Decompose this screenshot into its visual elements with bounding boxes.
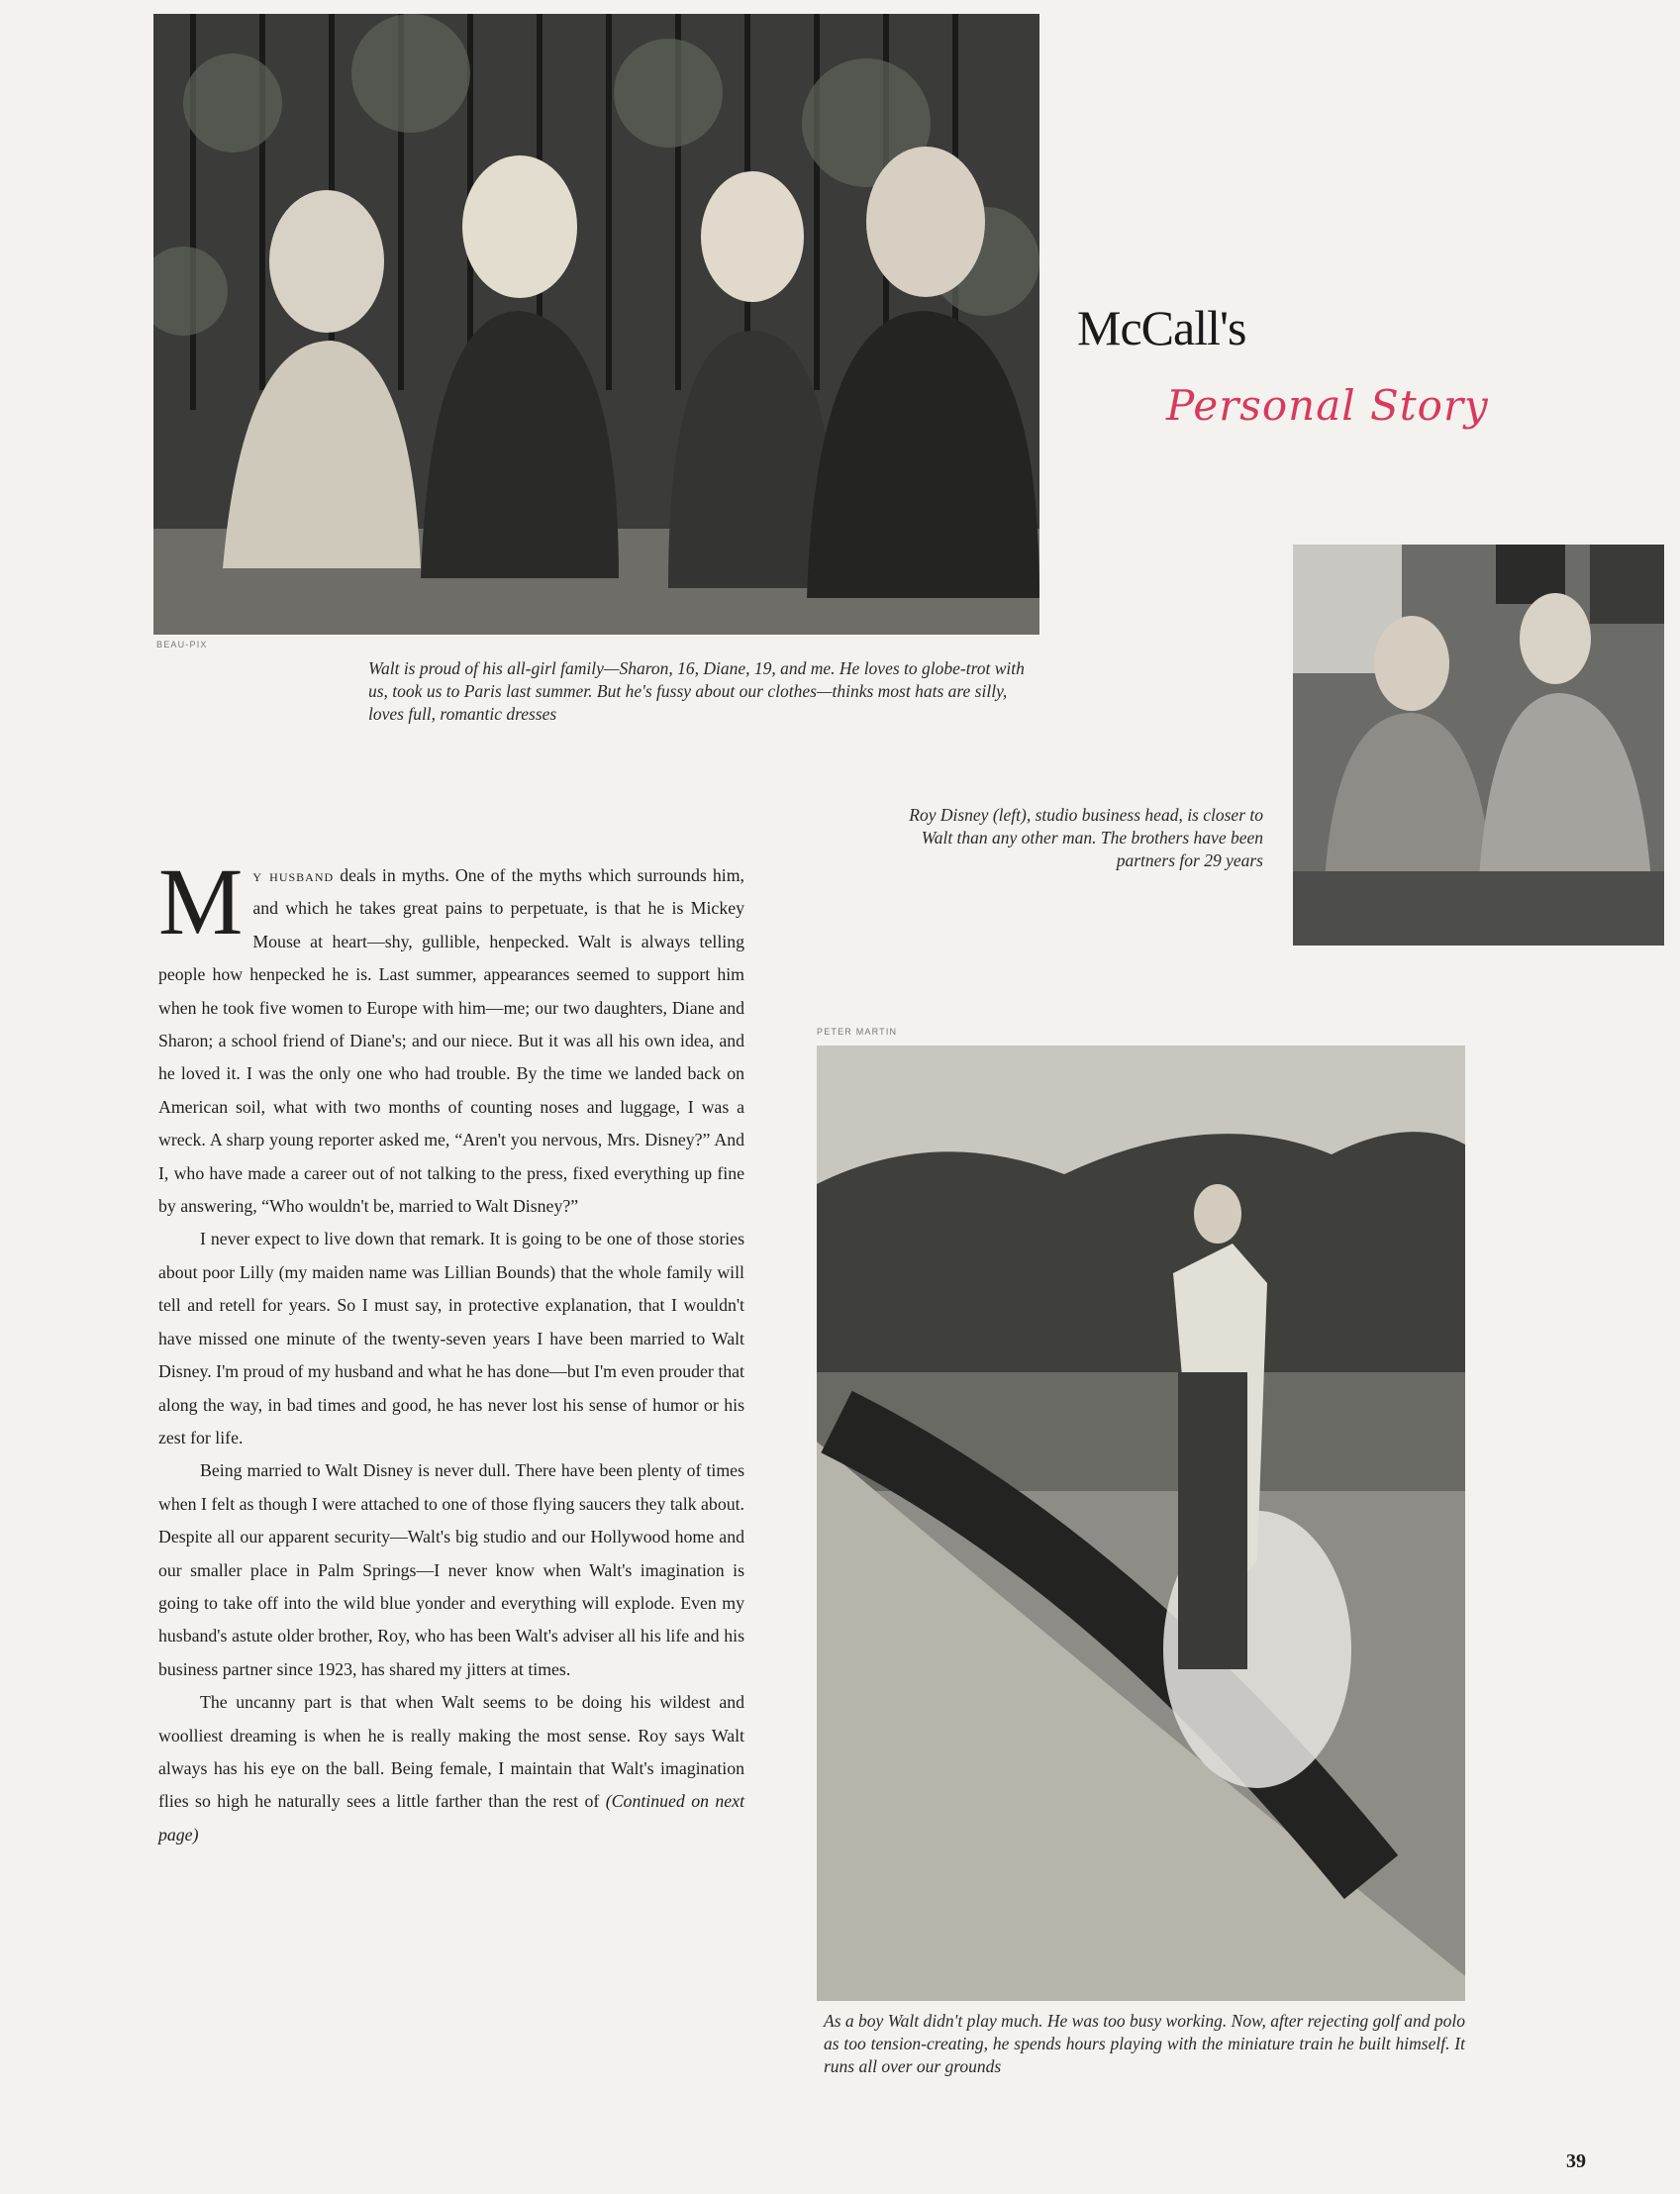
article-paragraph-1 [158, 848, 744, 1223]
train-photo-caption: As a boy Walt didn't play much. He was too busy working. Now, after rejecting golf and polo as too tension-creating, he spends hours playing with the miniature train he built himself. It runs all over our grounds [824, 2011, 1465, 2076]
paragraph-1-text: deals in myths. One of the myths which surrounds him, and which he takes great pains to perpetuate, is that he is Mickey Mouse at heart—shy, gullible, henpecked. Walt is always telling people how henpecked he is. Last summer, appearances seemed to support him when he took five women to Europe with him—me; our two daughters, Diane and Sharon; a school friend of Diane's; and our niece. But it was all his own idea, and he loved it. I was the only one who had trouble. By the time we landed back on American soil, what with two months of counting noses and luggage, I was a wreck. A sharp young reporter asked me, “Aren't you nervous, Mrs. Disney?” And I, who have made a career out of not talking to the press, fixed everything up fine by answering, “Who wouldn't be, married to Walt Disney?” [158, 865, 744, 1217]
article-paragraph-3: Being married to Walt Disney is never dull. There have been plenty of times when I felt as though I were attached to one of those flying saucers they talk about. Despite all our apparent security—Walt's big studio and our Hollywood home and our smaller place in Palm Springs—I never know when Walt's imagination is going to take off into the wild blue yonder and everything will explode. Even my husband's astute older brother, Roy, who has been Walt's adviser all his life and his business partner since 1923, has shared my jitters at times. [158, 1460, 744, 1679]
paragraph-4-text: The uncanny part is that when Walt seems to be doing his wildest and woolliest dreaming is when he is really making the most sense. Roy says Walt always has his eye on the ball. Being female, I maintain that Walt's imagination flies so high he naturally sees a little farther than the rest of [158, 1692, 744, 1812]
article-paragraph-4 [158, 1686, 744, 1851]
family-photo-credit: BEAU-PIX [156, 640, 208, 649]
family-photo-caption: Walt is proud of his all-girl family—Sharon, 16, Diane, 19, and me. He loves to globe-trot with us, took us to Paris last summer. But he's fussy about our clothes—thinks most hats are silly, loves full, romantic dresses [368, 658, 1025, 724]
family-photo-image [153, 14, 1039, 635]
train-photo-credit: PETER MARTIN [817, 1027, 898, 1037]
brothers-photo-caption: Roy Disney (left), studio business head, is closer to Walt than any other man. The brothers have been partners for 29 years [909, 805, 1263, 870]
article-paragraph-2: I never expect to live down that remark. It is going to be one of those stories about poor Lilly (my maiden name was Lillian Bounds) that the whole family will tell and retell for years. So I must say, in protective explanation, that I wouldn't have missed one minute of the twenty-seven years I have been married to Walt Disney. I'm proud of my husband and what he has done—but I'm even prouder that along the way, in bad times and good, he has never lost his sense of humor or his zest for life. [158, 1229, 744, 1447]
drop-cap: M [158, 848, 244, 954]
mccalls-logo: McCall's [1077, 300, 1246, 355]
train-photo-image [817, 1046, 1465, 2001]
train-photo [817, 1046, 1465, 2001]
page-number: 39 [1566, 2150, 1586, 2172]
personal-story-title: Personal Story [1166, 381, 1489, 430]
family-photo [153, 14, 1039, 635]
lead-in-smallcaps: y husband [252, 865, 335, 885]
brothers-photo-image [1293, 545, 1664, 946]
continued-note: (Continued on next page) [158, 1791, 745, 1845]
article-body [158, 848, 745, 1851]
brothers-photo [1293, 545, 1664, 946]
